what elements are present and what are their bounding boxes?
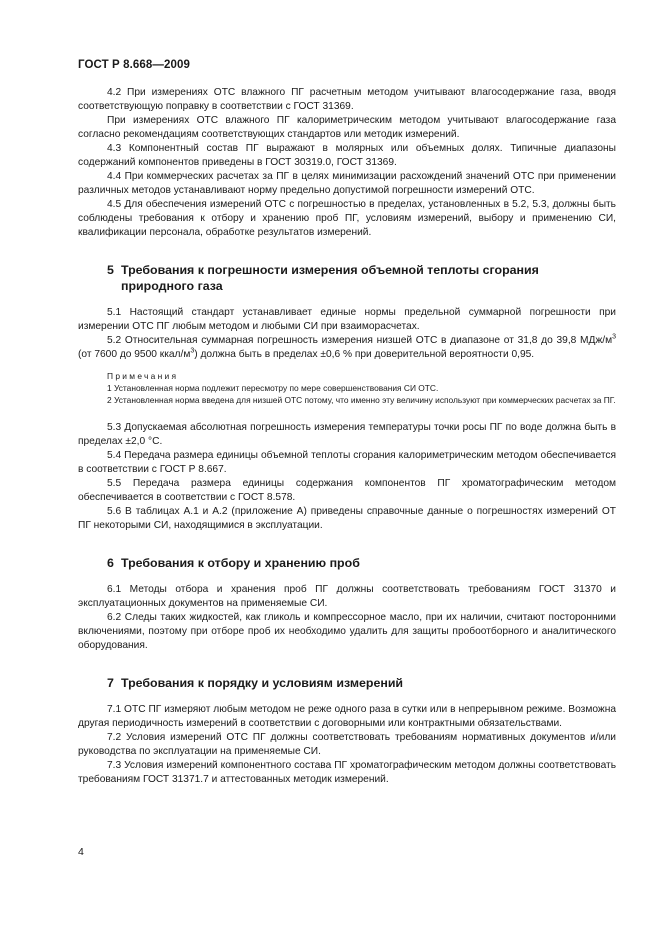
clause-4-3: 4.3 Компонентный состав ПГ выражают в молярных или объемных долях. Типичные диапазоны содержаний компонентов приведены в ГОСТ 30319.0, ГОСТ 31369. [78, 143, 616, 168]
section-7-title: Требования к порядку и условиям измерений [121, 676, 404, 690]
note-2: 2 Установленная норма введена для низшей ОТС потому, что именно эту величину используют при коммерческих расчетах за ПГ. [107, 395, 616, 405]
clause-4-2-cont: При измерениях ОТС влажного ПГ калориметрическим методом учитывают влагосодержание газа согласно рекомендациям соответствующих стандартов или методик измерений. [78, 115, 616, 140]
section-6-title: Требования к отбору и хранению проб [121, 556, 360, 570]
clause-5-6: 5.6 В таблицах А.1 и А.2 (приложение А) приведены справочные данные о погрешностях измерений ОТ ПГ некоторыми СИ, находящимися в эксплуатации. [78, 506, 616, 531]
clause-5-3: 5.3 Допускаемая абсолютная погрешность измерения температуры точки росы ПГ по воде должна быть в пределах ±2,0 °С. [78, 422, 616, 447]
section-5-title: Требования к погрешности измерения объемной теплоты сгорания [121, 263, 539, 277]
clause-5-1: 5.1 Настоящий стандарт устанавливает единые нормы предельной суммарной погрешности при измерении ОТС ПГ любым методом и любыми СИ при взаиморасчетах. [78, 307, 616, 332]
section-7-heading [78, 675, 616, 691]
section-5-heading [78, 262, 616, 294]
clause-5-4: 5.4 Передача размера единицы объемной теплоты сгорания калориметрическим методом обеспечивается в соответствии с ГОСТ Р 8.667. [78, 450, 616, 475]
section-5-number: 5 [107, 263, 114, 277]
section-7-number: 7 [107, 676, 114, 690]
section-6-heading [78, 555, 616, 571]
clause-7-2: 7.2 Условия измерений ОТС ПГ должны соответствовать требованиям нормативных документов и/или руководства по эксплуатации на применяемые СИ. [78, 732, 616, 757]
clause-7-3: 7.3 Условия измерений компонентного состава ПГ хроматографическим методом должны соответствовать требованиям ГОСТ 31371.7 и аттестованных методик измерений. [78, 760, 616, 785]
clause-4-2: 4.2 При измерениях ОТС влажного ПГ расчетным методом учитывают влагосодержание газа, вводя соответствующую поправку в соответствии с ГОСТ 31369. [78, 87, 616, 112]
clause-7-1: 7.1 ОТС ПГ измеряют любым методом не реже одного раза в сутки или в непрерывном режиме. Возможна другая периодичность измерений в соответствии с договорными или контрактными обязательствами. [78, 704, 616, 729]
clause-5-2: 5.2 Относительная суммарная погрешность измерения низшей ОТС в диапазоне от 31,8 до 39,8 МДж/$м^3$ (от 7600 до 9500 ккал/$м^3$) должна быть в пределах ±0,6 % при доверительной вероятности 0,95. [78, 333, 616, 360]
standard-header: ГОСТ Р 8.668—2009 [78, 59, 190, 71]
clause-6-2: 6.2 Следы таких жидкостей, как гликоль и компрессорное масло, при их наличии, считают посторонними включениями, поэтому при отборе проб их необходимо удалить для защиты пробоотборного и аналитического оборудования. [78, 612, 616, 651]
note-1: 1 Установленная норма подлежит пересмотру по мере совершенствования СИ ОТС. [107, 383, 439, 393]
page-number: 4 [78, 846, 84, 858]
notes-block [78, 370, 616, 406]
clause-6-1: 6.1 Методы отбора и хранения проб ПГ должны соответствовать требованиям ГОСТ 31370 и эксплуатационных документов на применяемые СИ. [78, 584, 616, 609]
notes-title: Примечания [107, 371, 179, 381]
clause-4-4: 4.4 При коммерческих расчетах за ПГ в целях минимизации расхождений значений ОТС при применении различных методов устанавливают норму предельно допустимой погрешности измерений ОТС. [78, 171, 616, 196]
clause-4-5: 4.5 Для обеспечения измерений ОТС с погрешностью в пределах, установленных в 5.2, 5.3, должны быть соблюдены требования к отбору и хранению проб ПГ, условиям измерений, выбору и применению СИ, квалификации персонала, обработке результатов измерений. [78, 199, 616, 238]
section-5-title-cont: природного газа [121, 279, 223, 293]
document-body [78, 86, 616, 787]
section-6-number: 6 [107, 556, 114, 570]
clause-5-5: 5.5 Передача размера единицы содержания компонентов ПГ хроматографическим методом обеспечивается в соответствии с ГОСТ 8.578. [78, 478, 616, 503]
